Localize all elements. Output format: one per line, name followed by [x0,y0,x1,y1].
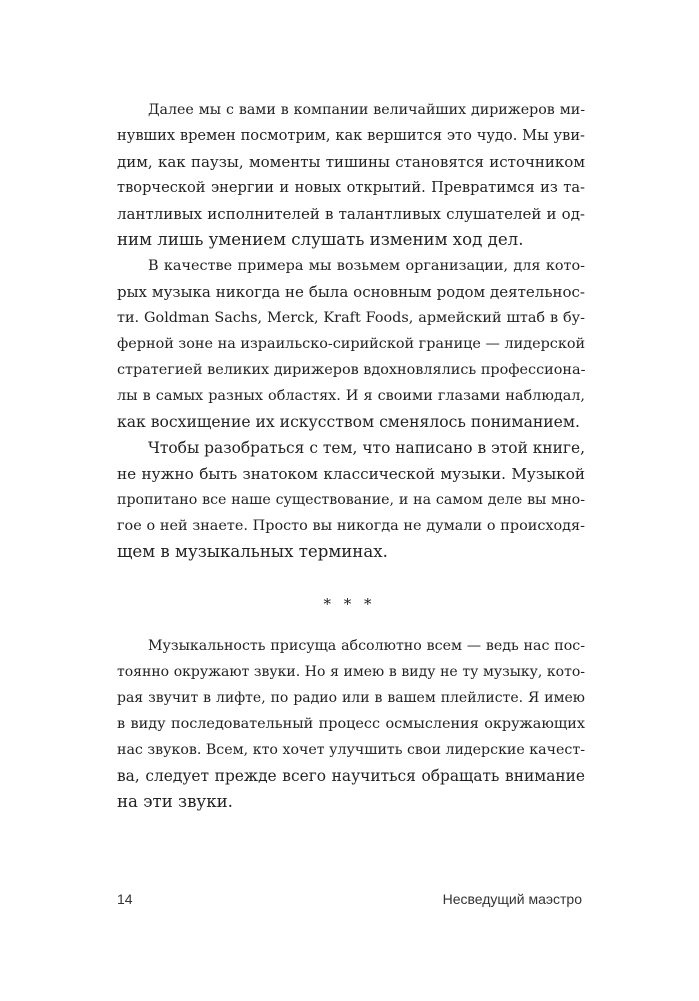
text-line: Далее мы с вами в компании величайших дирижеров ми- [148,102,585,118]
text-line: гое о ней знаете. Просто вы никогда не думали о происходя- [117,518,585,534]
text-line: лантливых исполнителей в талантливых слушателей и од- [117,205,585,223]
text-line: В качестве примера мы возьмем организации, для кото- [148,258,585,274]
text-line: дим, как паузы, моменты тишины становятся источником [117,153,585,171]
page-number: 14 [117,891,133,907]
text-line: щем в музыкальных терминах. [117,542,388,561]
text-line: ти. Goldman Sachs, Merck, Kraft Foods, армейский штаб в бу- [117,310,585,326]
text-line: ферной зоне на израильско-сирийской границе — лидерской [117,336,586,352]
text-line: стратегией великих дирижеров вдохновлялись профессиона- [117,362,586,378]
text-line: творческой энергии и новых открытий. Превратимся из та- [117,179,585,196]
text-line: тоянно окружают звуки. Но я имею в виду не ту музыку, кото- [117,664,585,680]
text-line: нас звуков. Всем, кто хочет улучшить свои лидерские качест- [117,742,585,758]
text-line: на эти звуки. [117,792,233,811]
text-line: Чтобы разобраться с тем, что написано в этой книге, [148,439,585,457]
text-line: как восхищение их искусством сменялось пониманием. [117,413,580,431]
text-line: лы в самых разных областях. И я своими глазами наблюдал, [117,388,585,404]
text-line: в виду последовательный процесс осмысления окружающих [117,716,585,732]
running-title: Несведущий маэстро [442,891,582,907]
text-line: ва, следует прежде всего научиться обращать внимание [117,767,585,785]
text-line: рая звучит в лифте, по радио или в вашем плейлисте. Я имею [117,690,585,706]
text-line: нувших времен посмотрим, как вершится это чудо. Мы уви- [117,127,585,144]
text-line: Музыкальность присуща абсолютно всем — ведь нас пос- [148,638,585,654]
text-line: пропитано все наше существование, и на самом деле вы мно- [117,492,585,508]
section-separator: * * * [323,595,376,613]
text-line: рых музыка никогда не была основным родом деятельнос- [117,283,585,301]
text-line: не нужно быть знатоком классической музыки. Музыкой [117,465,585,483]
text-line: ним лишь умением слушать изменим ход дел. [117,230,524,249]
